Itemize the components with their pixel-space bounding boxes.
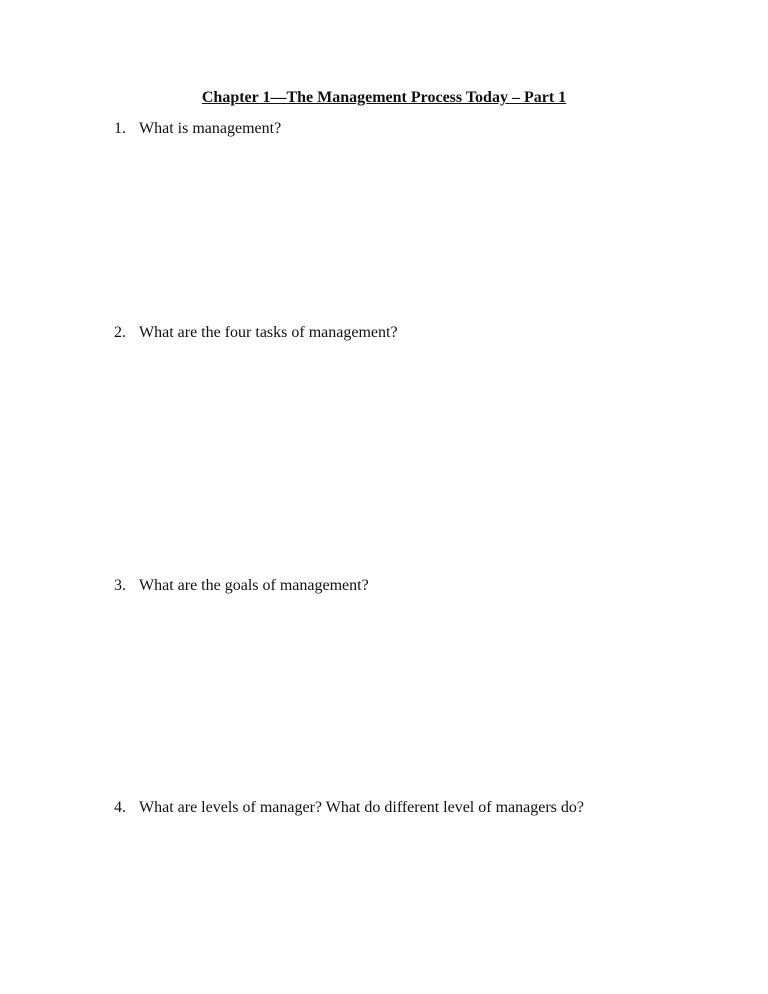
question-number: 4. (114, 799, 126, 816)
document-title: Chapter 1—The Management Process Today – Part 1 (201, 89, 567, 106)
question-text: What are the four tasks of management? (139, 324, 398, 341)
question-text: What are levels of manager? What do different level of managers do? (139, 799, 584, 816)
question-number: 3. (114, 577, 126, 594)
question-1 (114, 120, 281, 138)
question-text: What are the goals of management? (139, 577, 369, 594)
question-2 (114, 324, 398, 342)
question-number: 2. (114, 324, 126, 341)
question-number: 1. (114, 120, 126, 137)
question-3 (114, 577, 369, 595)
question-4 (114, 799, 584, 817)
question-text: What is management? (139, 120, 282, 137)
